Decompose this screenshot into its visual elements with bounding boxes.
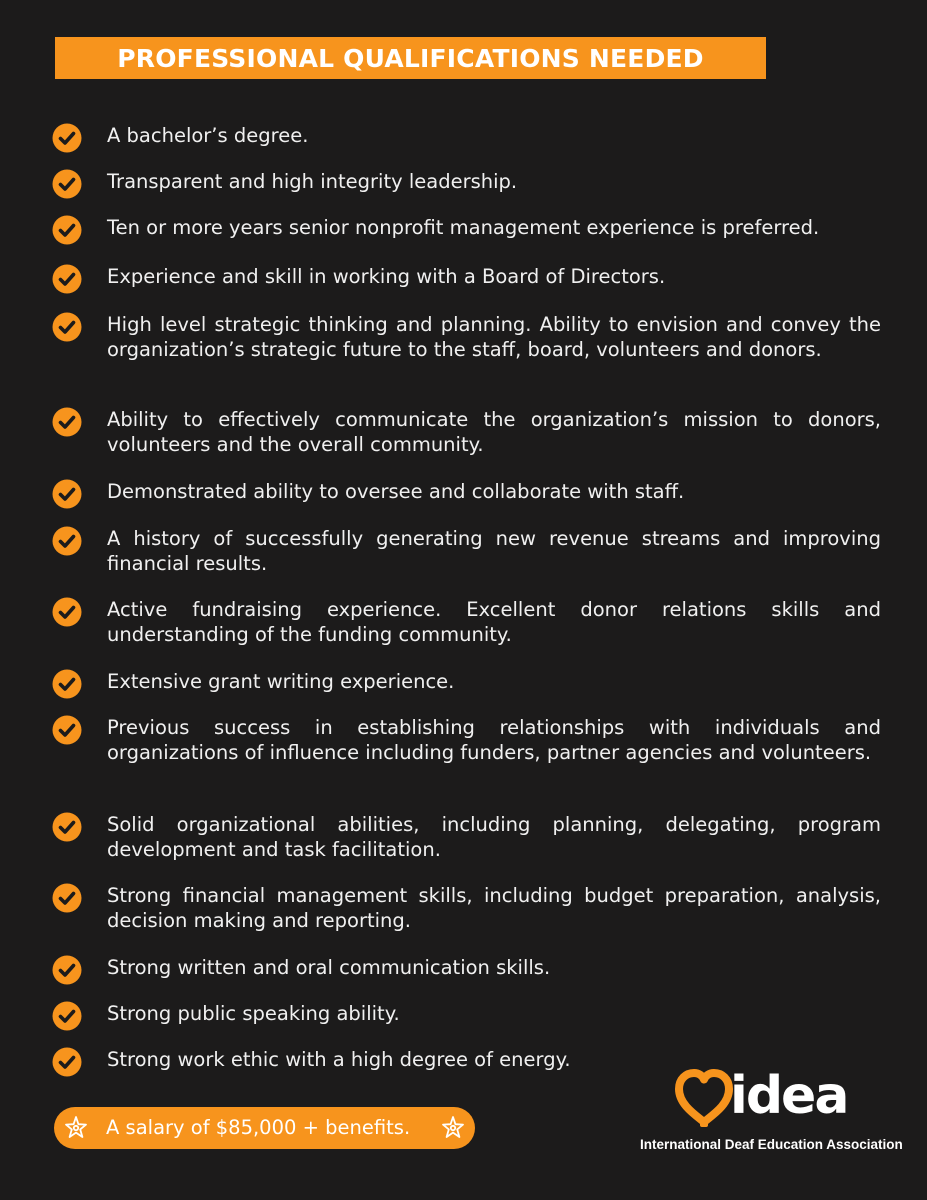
check-circle-icon [52, 597, 82, 627]
qualification-text: Extensive grant writing experience. [107, 670, 455, 693]
qualification-text: Solid organizational abilities, including planning, delegating, program development and task facilitation. [107, 813, 881, 861]
qualification-text: Experience and skill in working with a Board of Directors. [107, 265, 666, 288]
qualification-text: Strong financial management skills, including budget preparation, analysis, decision making and reporting. [107, 884, 881, 932]
qualification-text: Transparent and high integrity leadership. [107, 170, 518, 193]
check-circle-icon [52, 812, 82, 842]
salary-badge [54, 1107, 475, 1149]
salary-text: A salary of $85,000 + benefits. [106, 1116, 411, 1139]
qualification-text: Strong work ethic with a high degree of energy. [107, 1048, 571, 1071]
heart-lightbulb-icon [674, 1068, 734, 1130]
check-circle-icon [52, 669, 82, 699]
qualification-text: Strong public speaking ability. [107, 1002, 400, 1025]
check-circle-icon [52, 312, 82, 342]
check-circle-icon [52, 715, 82, 745]
logo-wordmark: idea [730, 1066, 848, 1126]
idea-logo [640, 1066, 903, 1158]
check-circle-icon [52, 1047, 82, 1077]
check-circle-icon [52, 264, 82, 294]
qualification-text: Ability to effectively communicate the organization’s mission to donors, volunteers and the overall community. [107, 408, 881, 456]
page-title: PROFESSIONAL QUALIFICATIONS NEEDED [117, 43, 704, 73]
check-circle-icon [52, 1001, 82, 1031]
check-circle-icon [52, 169, 82, 199]
check-circle-icon [52, 526, 82, 556]
qualification-text: Ten or more years senior nonprofit management experience is preferred. [107, 216, 820, 239]
asterisk-flower-icon [62, 1114, 90, 1142]
check-circle-icon [52, 955, 82, 985]
check-circle-icon [52, 215, 82, 245]
check-circle-icon [52, 123, 82, 153]
check-circle-icon [52, 883, 82, 913]
qualification-text: Strong written and oral communication skills. [107, 956, 551, 979]
logo-subtitle: International Deaf Education Association [640, 1137, 903, 1152]
qualification-text: Demonstrated ability to oversee and collaborate with staff. [107, 480, 685, 503]
qualification-text: Active fundraising experience. Excellent donor relations skills and understanding of the funding community. [107, 598, 881, 646]
qualification-text: High level strategic thinking and planning. Ability to envision and convey the organization’s strategic future to the staff, board, volunteers and donors. [107, 313, 881, 361]
asterisk-flower-icon [439, 1114, 467, 1142]
qualification-text: A bachelor’s degree. [107, 124, 309, 147]
check-circle-icon [52, 407, 82, 437]
qualification-text: A history of successfully generating new revenue streams and improving financial results. [107, 527, 881, 575]
check-circle-icon [52, 479, 82, 509]
qualification-text: Previous success in establishing relationships with individuals and organizations of influence including funders, partner agencies and volunteers. [107, 716, 881, 764]
